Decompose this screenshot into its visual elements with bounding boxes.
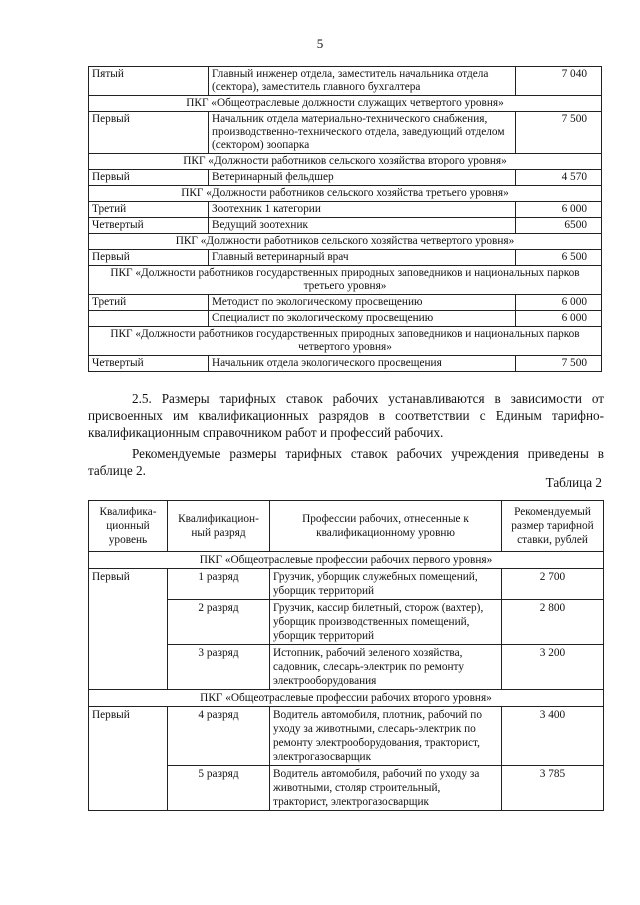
group-title: ПКГ «Должности работников государственных природных заповедников и национальных парков четвертого уровня» — [89, 327, 602, 356]
table-row — [89, 356, 602, 372]
grade-cell: 5 разряд — [168, 766, 270, 811]
header-qualification-level: Квалифика-ционный уровень — [89, 501, 168, 552]
salary-table-officials — [88, 66, 602, 372]
header-qualification-grade: Квалификацион-ный разряд — [168, 501, 270, 552]
position-cell: Методист по экологическому просвещению — [209, 295, 516, 311]
table-row — [89, 295, 602, 311]
table-row — [89, 67, 602, 96]
grade-cell: 2 разряд — [168, 600, 270, 645]
position-cell: Специалист по экологическому просвещению — [209, 311, 516, 327]
professions-cell: Грузчик, уборщик служебных помещений, уборщик территорий — [270, 569, 502, 600]
position-cell: Ведущий зоотехник — [209, 218, 516, 234]
position-cell: Начальник отдела экологического просвещения — [209, 356, 516, 372]
group-title: ПКГ «Должности работников государственных природных заповедников и национальных парков третьего уровня» — [89, 266, 602, 295]
level-cell: Пятый — [89, 67, 209, 96]
level-cell: Первый — [89, 569, 168, 690]
table-row — [89, 707, 604, 766]
page-number: 5 — [316, 36, 324, 51]
table-row — [89, 170, 602, 186]
header-professions: Профессии рабочих, отнесенные к квалификационному уровню — [270, 501, 502, 552]
table-row — [89, 311, 602, 327]
table-2-label: Таблица 2 — [545, 475, 602, 490]
group-row — [89, 96, 602, 112]
level-cell: Первый — [89, 707, 168, 811]
professions-cell: Грузчик, кассир билетный, сторож (вахтер), уборщик производственных помещений, уборщик территорий — [270, 600, 502, 645]
table-row — [89, 250, 602, 266]
table-header-row — [89, 501, 604, 552]
group-row — [89, 266, 602, 295]
paragraph-recommended-rates: Рекомендуемые размеры тарифных ставок рабочих учреждения приведены в таблице 2. — [88, 446, 604, 478]
table-row — [89, 202, 602, 218]
rate-cell: 2 800 — [502, 600, 604, 645]
header-tariff-rate: Рекомендуемый размер тарифной ставки, рублей — [502, 501, 604, 552]
table-row — [89, 569, 604, 600]
paragraph-tariff-rates: 2.5. Размеры тарифных ставок рабочих устанавливаются в зависимости от присвоенных им квалификационных разрядов в соответствии с Единым тарифно-квалификационным справочником работ и профессий рабочих. — [88, 391, 604, 440]
salary-cell: 7 040 — [516, 67, 602, 96]
level-cell: Четвертый — [89, 218, 209, 234]
level-cell: Третий — [89, 295, 209, 311]
grade-cell: 4 разряд — [168, 707, 270, 766]
level-cell: Первый — [89, 170, 209, 186]
group-row — [89, 186, 602, 202]
rate-cell: 2 700 — [502, 569, 604, 600]
group-title: ПКГ «Должности работников сельского хозяйства второго уровня» — [89, 154, 602, 170]
group-title: ПКГ «Должности работников сельского хозяйства третьего уровня» — [89, 186, 602, 202]
group-title: ПКГ «Должности работников сельского хозяйства четвертого уровня» — [89, 234, 602, 250]
group-title: ПКГ «Общеотраслевые профессии рабочих второго уровня» — [89, 690, 604, 707]
position-cell: Главный ветеринарный врач — [209, 250, 516, 266]
group-title: ПКГ «Общеотраслевые профессии рабочих первого уровня» — [89, 552, 604, 569]
position-cell: Главный инженер отдела, заместитель начальника отдела (сектора), заместитель главного бухгалтера — [209, 67, 516, 96]
salary-cell: 6 000 — [516, 202, 602, 218]
salary-cell: 6500 — [516, 218, 602, 234]
group-row — [89, 154, 602, 170]
level-cell: Первый — [89, 250, 209, 266]
salary-cell: 7 500 — [516, 356, 602, 372]
group-row — [89, 552, 604, 569]
grade-cell: 3 разряд — [168, 645, 270, 690]
table-row — [89, 112, 602, 154]
salary-cell: 6 000 — [516, 295, 602, 311]
position-cell: Начальник отдела материально-технического снабжения, производственно-технического отдела, заведующий отделом (сектором) зоопарка — [209, 112, 516, 154]
professions-cell: Истопник, рабочий зеленого хозяйства, садовник, слесарь-электрик по ремонту электрооборудования — [270, 645, 502, 690]
group-row — [89, 234, 602, 250]
position-cell: Зоотехник 1 категории — [209, 202, 516, 218]
group-row — [89, 327, 602, 356]
level-cell: Первый — [89, 112, 209, 154]
level-cell: Третий — [89, 202, 209, 218]
rate-cell: 3 785 — [502, 766, 604, 811]
group-title: ПКГ «Общеотраслевые должности служащих четвертого уровня» — [89, 96, 602, 112]
rate-cell: 3 400 — [502, 707, 604, 766]
professions-cell: Водитель автомобиля, рабочий по уходу за животными, столяр строительный, тракторист, электрогазосварщик — [270, 766, 502, 811]
grade-cell: 1 разряд — [168, 569, 270, 600]
salary-table-workers — [88, 500, 604, 811]
level-cell — [89, 311, 209, 327]
salary-cell: 4 570 — [516, 170, 602, 186]
table-row — [89, 218, 602, 234]
salary-cell: 7 500 — [516, 112, 602, 154]
rate-cell: 3 200 — [502, 645, 604, 690]
group-row — [89, 690, 604, 707]
salary-cell: 6 000 — [516, 311, 602, 327]
salary-cell: 6 500 — [516, 250, 602, 266]
position-cell: Ветеринарный фельдшер — [209, 170, 516, 186]
level-cell: Четвертый — [89, 356, 209, 372]
professions-cell: Водитель автомобиля, плотник, рабочий по уходу за животными, слесарь-электрик по ремонту электрооборудования, тракторист, электрогазосварщик — [270, 707, 502, 766]
